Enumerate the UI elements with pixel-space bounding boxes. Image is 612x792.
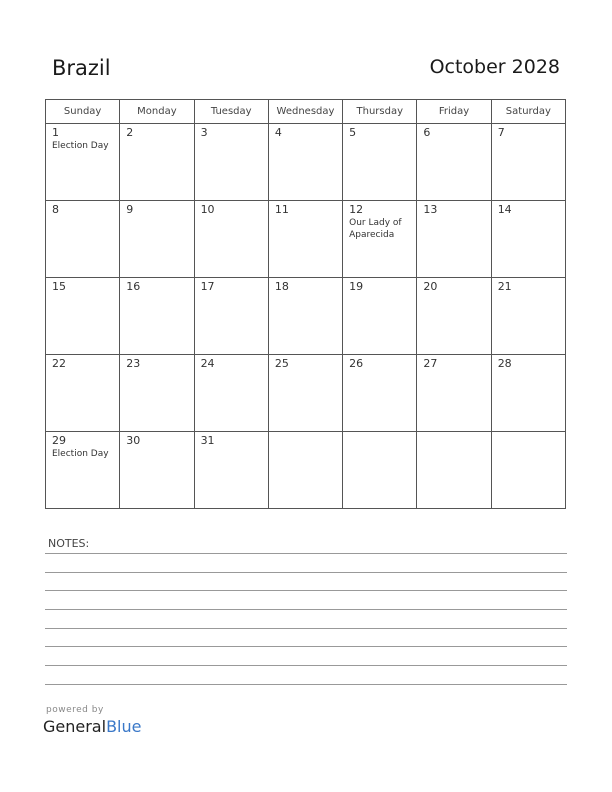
- day-number: 26: [349, 357, 364, 370]
- week-row: [46, 201, 566, 278]
- day-cell: [120, 201, 194, 278]
- day-number: 7: [497, 126, 505, 139]
- day-cell: [343, 201, 417, 278]
- day-number: 6: [423, 126, 431, 139]
- note-line: [45, 665, 567, 666]
- day-cell-empty: [491, 432, 565, 509]
- day-cell: [491, 278, 565, 355]
- day-cell: [46, 124, 120, 201]
- day-cell: [268, 124, 342, 201]
- day-cell: [194, 278, 268, 355]
- holiday-label: Election Day: [52, 449, 109, 459]
- day-number: 20: [423, 280, 438, 293]
- day-number: 17: [200, 280, 215, 293]
- calendar-grid: [45, 99, 566, 509]
- day-number: 3: [200, 126, 208, 139]
- day-cell: [417, 278, 491, 355]
- day-number: 14: [497, 203, 512, 216]
- day-number: 24: [200, 357, 215, 370]
- day-number: 30: [126, 434, 141, 447]
- day-number: 5: [349, 126, 357, 139]
- day-cell: [491, 124, 565, 201]
- day-cell: [268, 278, 342, 355]
- note-line: [45, 572, 567, 573]
- weekday-header: Saturday: [491, 100, 565, 124]
- day-number: 28: [497, 357, 512, 370]
- week-row: [46, 124, 566, 201]
- notes-label: NOTES:: [48, 537, 90, 550]
- brand-general: General: [43, 717, 107, 736]
- week-row: [46, 355, 566, 432]
- day-number: 2: [126, 126, 134, 139]
- day-cell: [417, 201, 491, 278]
- day-cell: [120, 355, 194, 432]
- holiday-label: Election Day: [52, 141, 109, 151]
- day-cell-empty: [268, 432, 342, 509]
- day-cell-empty: [343, 432, 417, 509]
- day-cell: [120, 432, 194, 509]
- day-number: 21: [497, 280, 512, 293]
- day-number: 18: [274, 280, 289, 293]
- day-cell: [46, 278, 120, 355]
- day-cell: [491, 201, 565, 278]
- day-cell: [46, 432, 120, 509]
- day-cell: [46, 355, 120, 432]
- day-cell: [268, 355, 342, 432]
- week-row: [46, 278, 566, 355]
- day-number: 11: [274, 203, 289, 216]
- day-cell: [417, 124, 491, 201]
- weekday-header: Monday: [120, 100, 194, 124]
- day-cell: [194, 201, 268, 278]
- day-number: 13: [423, 203, 438, 216]
- weekday-header: Sunday: [46, 100, 120, 124]
- day-number: 10: [200, 203, 215, 216]
- day-cell: [343, 278, 417, 355]
- brand-blue: Blue: [106, 717, 142, 736]
- brand-logo: [43, 717, 141, 736]
- day-cell: [194, 432, 268, 509]
- day-number: 16: [126, 280, 141, 293]
- day-cell: [120, 124, 194, 201]
- weekday-header-row: [46, 100, 566, 124]
- weekday-header: Wednesday: [268, 100, 342, 124]
- day-cell: [194, 355, 268, 432]
- holiday-label: Our Lady of Aparecida: [349, 218, 402, 240]
- day-number: 9: [126, 203, 134, 216]
- day-number: 27: [423, 357, 438, 370]
- weekday-header: Thursday: [343, 100, 417, 124]
- day-number: 23: [126, 357, 141, 370]
- note-line: [45, 590, 567, 591]
- day-number: 8: [52, 203, 59, 216]
- day-number: 29: [52, 434, 66, 447]
- day-cell: [194, 124, 268, 201]
- note-line: [45, 609, 567, 610]
- note-line: [45, 553, 567, 554]
- day-number: 15: [52, 280, 66, 293]
- note-line: [45, 646, 567, 647]
- note-line: [45, 628, 567, 629]
- day-number: 1: [52, 126, 59, 139]
- day-number: 4: [274, 126, 282, 139]
- day-cell: [491, 355, 565, 432]
- day-number: 31: [200, 434, 215, 447]
- week-row: [46, 432, 566, 509]
- day-cell: [343, 124, 417, 201]
- note-line: [45, 684, 567, 685]
- day-number: 25: [274, 357, 289, 370]
- day-cell: [46, 201, 120, 278]
- day-cell: [120, 278, 194, 355]
- day-number: 12: [349, 203, 364, 216]
- day-cell: [417, 355, 491, 432]
- day-number: 19: [349, 280, 364, 293]
- day-cell-empty: [417, 432, 491, 509]
- day-number: 22: [52, 357, 66, 370]
- country-title: Brazil: [52, 56, 111, 80]
- weekday-header: Tuesday: [194, 100, 268, 124]
- powered-by-text: powered by: [46, 705, 104, 715]
- day-cell: [268, 201, 342, 278]
- day-cell: [343, 355, 417, 432]
- weekday-header: Friday: [417, 100, 491, 124]
- month-year-title: October 2028: [429, 56, 560, 78]
